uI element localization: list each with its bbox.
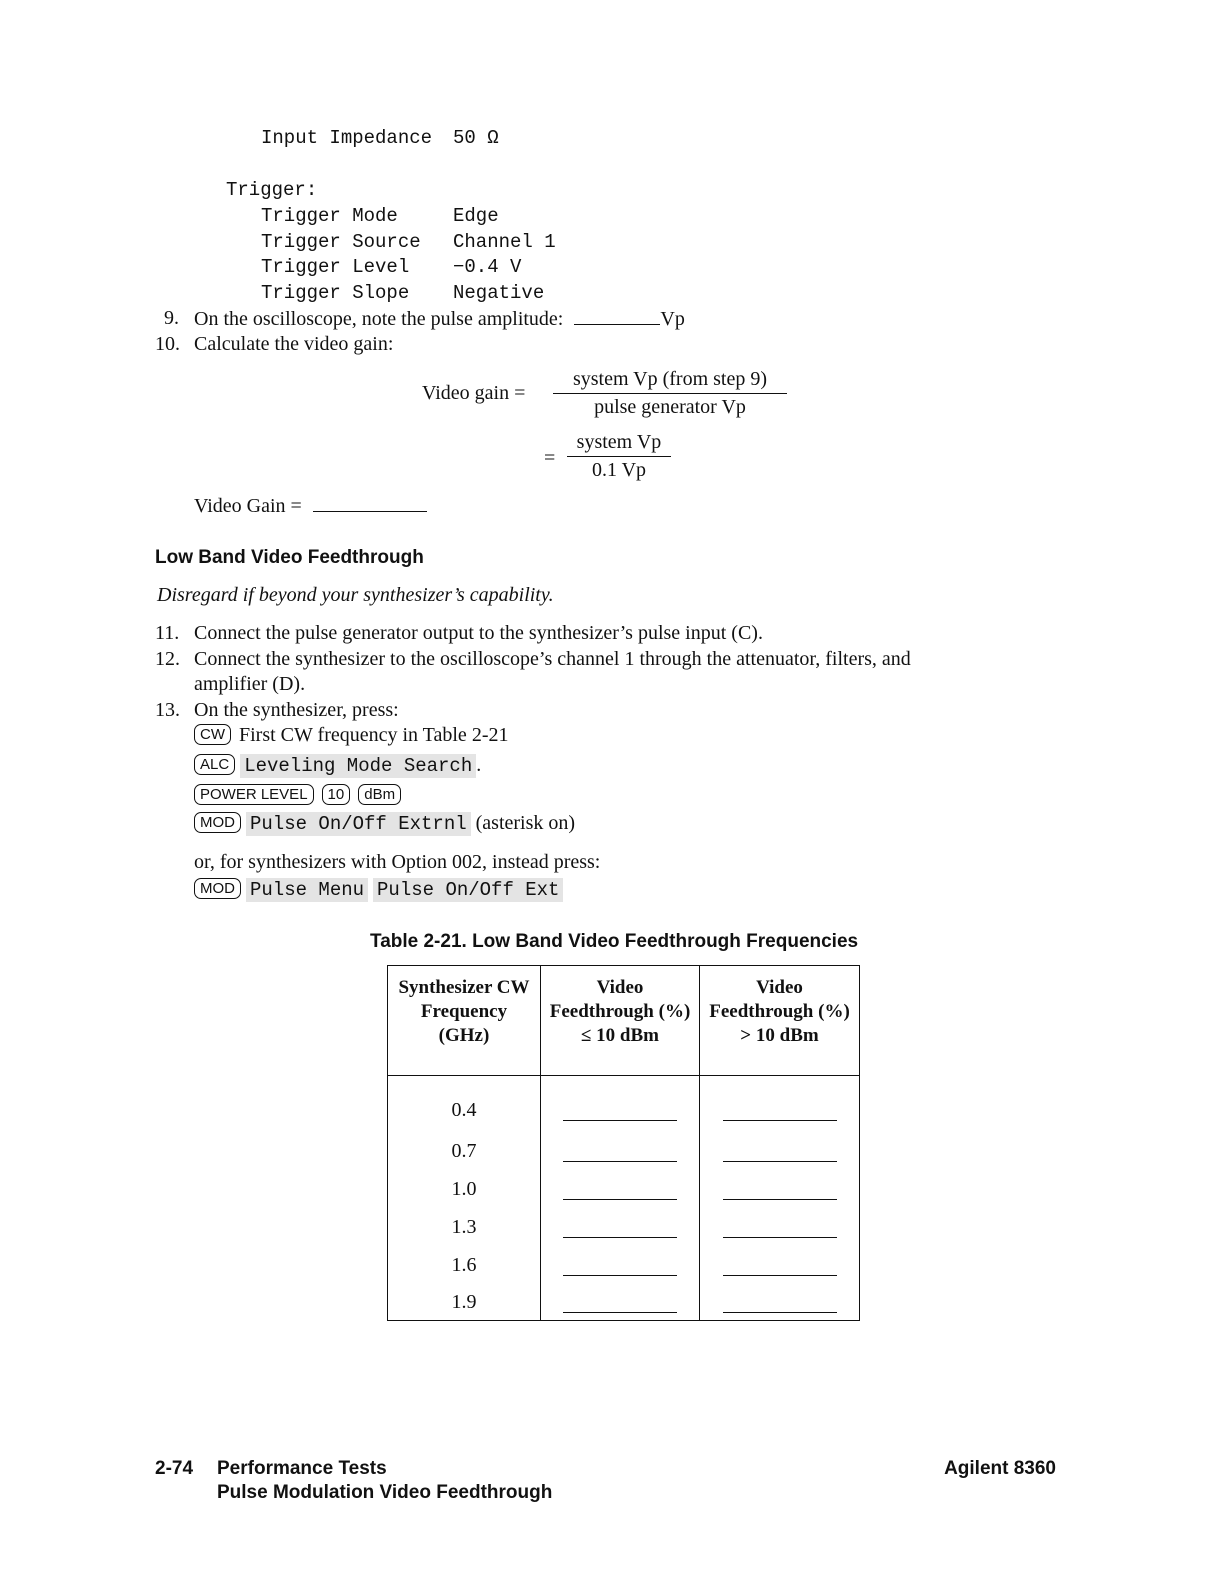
mod-key[interactable]: MOD <box>194 812 241 833</box>
step-13-text: On the synthesizer, press: <box>194 699 399 721</box>
table-row <box>388 1208 860 1246</box>
input-impedance-value: 50 Ω <box>453 127 499 149</box>
feedthrough-blank <box>563 1094 677 1121</box>
header-frequency <box>388 966 541 1076</box>
feedthrough-high-cell <box>700 1246 860 1284</box>
amplitude-blank <box>574 307 660 325</box>
header-frequency-line-3: (GHz) <box>438 1025 490 1046</box>
table-row <box>388 1132 860 1170</box>
feedthrough-blank <box>723 1286 837 1313</box>
feedthrough-low-cell <box>541 1170 700 1208</box>
header-feedthrough-high <box>700 966 860 1076</box>
table-row <box>388 1284 860 1321</box>
header-feedthrough-high-line-2: Feedthrough (%) <box>709 1001 850 1022</box>
frequency-cell: 1.3 <box>388 1208 541 1246</box>
section-heading: Low Band Video Feedthrough <box>155 547 424 568</box>
trigger-level-value: −0.4 V <box>453 256 522 278</box>
footer-page-number: 2-74 <box>155 1458 194 1479</box>
video-gain-result <box>194 494 427 518</box>
table-row <box>388 1170 860 1208</box>
keyseq-power <box>194 784 404 807</box>
feedthrough-high-cell <box>700 1170 860 1208</box>
header-feedthrough-high-line-3: > 10 dBm <box>740 1025 819 1046</box>
dbm-key[interactable]: dBm <box>358 784 401 805</box>
frequency-cell: 1.6 <box>388 1246 541 1284</box>
fraction-bar-2 <box>567 456 671 457</box>
video-gain-label: Video Gain = <box>194 495 302 517</box>
feedthrough-blank <box>563 1173 677 1200</box>
feedthrough-blank <box>723 1249 837 1276</box>
formula-numerator-2: system Vp <box>576 431 662 453</box>
keyseq-alc <box>194 754 481 778</box>
formula-equals-2: = <box>544 447 556 469</box>
table-header-row <box>388 966 860 1076</box>
feedthrough-blank <box>723 1211 837 1238</box>
feedthrough-blank <box>723 1094 837 1121</box>
feedthrough-low-cell <box>541 1208 700 1246</box>
header-feedthrough-low-line-1: Video <box>596 977 644 998</box>
header-feedthrough-low-line-3: ≤ 10 dBm <box>581 1025 659 1046</box>
formula-fraction-2 <box>567 431 671 482</box>
pulse-on-off-extrnl-softkey[interactable]: Pulse On/Off Extrnl <box>246 812 471 836</box>
trigger-slope-value: Negative <box>453 282 545 304</box>
video-gain-blank <box>313 494 427 512</box>
trigger-slope-label: Trigger Slope <box>261 282 410 304</box>
feedthrough-blank <box>563 1249 677 1276</box>
step-9-text: On the oscilloscope, note the pulse amplitude: <box>194 308 564 330</box>
trigger-heading: Trigger: <box>226 179 318 201</box>
header-frequency-line-1: Synthesizer CW <box>398 977 530 998</box>
table-caption: Table 2-21. Low Band Video Feedthrough Frequencies <box>370 931 859 952</box>
step-9-number: 9. <box>164 307 179 329</box>
alc-key[interactable]: ALC <box>194 754 235 775</box>
fraction-bar-1 <box>553 393 787 394</box>
header-feedthrough-low-line-2: Feedthrough (%) <box>549 1001 691 1022</box>
pulse-on-off-ext-softkey[interactable]: Pulse On/Off Ext <box>373 878 563 902</box>
frequency-cell: 1.9 <box>388 1284 541 1321</box>
feedthrough-high-cell <box>700 1284 860 1321</box>
trigger-mode-value: Edge <box>453 205 499 227</box>
keyseq-mod-option <box>194 878 563 902</box>
step-9-suffix: Vp <box>660 308 685 330</box>
table-row <box>388 1076 860 1133</box>
mod-key-text: (asterisk on) <box>475 812 576 834</box>
step-10-number: 10. <box>155 333 180 355</box>
feedthrough-table <box>387 965 860 1321</box>
feedthrough-blank <box>563 1286 677 1313</box>
step-11-text: Connect the pulse generator output to the synthesizer’s pulse input (C). <box>194 622 763 644</box>
power-level-key[interactable]: POWER LEVEL <box>194 784 314 805</box>
header-feedthrough-high-line-1: Video <box>756 977 803 998</box>
feedthrough-blank <box>563 1211 677 1238</box>
step-10-text: Calculate the video gain: <box>194 333 394 355</box>
feedthrough-blank <box>723 1135 837 1162</box>
formula-lhs: Video gain = <box>422 382 526 404</box>
formula-denominator-1: pulse generator Vp <box>594 396 746 418</box>
step-11-number: 11. <box>155 622 180 644</box>
ten-key[interactable]: 10 <box>322 784 351 805</box>
feedthrough-high-cell <box>700 1208 860 1246</box>
step-13-number: 13. <box>155 699 180 721</box>
trigger-source-label: Trigger Source <box>261 231 421 253</box>
frequency-cell: 0.4 <box>388 1076 541 1133</box>
formula-denominator-2: 0.1 Vp <box>591 459 647 481</box>
cw-key-text: First CW frequency in Table 2-21 <box>239 724 509 746</box>
mod-key-option[interactable]: MOD <box>194 878 241 899</box>
trigger-level-label: Trigger Level <box>261 256 410 278</box>
option-002-text: or, for synthesizers with Option 002, instead press: <box>194 851 601 873</box>
alc-period: . <box>476 754 482 776</box>
section-note: Disregard if beyond your synthesizer’s capability. <box>157 584 554 606</box>
feedthrough-high-cell <box>700 1076 860 1133</box>
leveling-mode-search-softkey[interactable]: Leveling Mode Search <box>240 754 476 778</box>
step-12-number: 12. <box>155 648 180 670</box>
feedthrough-low-cell <box>541 1246 700 1284</box>
step-9 <box>194 307 685 331</box>
frequency-cell: 1.0 <box>388 1170 541 1208</box>
header-feedthrough-low <box>541 966 700 1076</box>
feedthrough-blank <box>563 1135 677 1162</box>
frequency-cell: 0.7 <box>388 1132 541 1170</box>
footer-subsection: Pulse Modulation Video Feedthrough <box>217 1482 553 1503</box>
trigger-source-value: Channel 1 <box>453 231 556 253</box>
footer-chapter: Performance Tests <box>217 1458 387 1479</box>
table-row <box>388 1246 860 1284</box>
step-12-text-cont: amplifier (D). <box>194 673 306 695</box>
input-impedance-label: Input Impedance <box>261 127 433 149</box>
feedthrough-low-cell <box>541 1132 700 1170</box>
step-12-text: Connect the synthesizer to the oscilloscope’s channel 1 through the attenuator, filters, and <box>194 648 911 670</box>
formula-numerator-1: system Vp (from step 9) <box>572 368 768 390</box>
feedthrough-high-cell <box>700 1132 860 1170</box>
pulse-menu-softkey[interactable]: Pulse Menu <box>246 878 368 902</box>
feedthrough-blank <box>723 1173 837 1200</box>
header-frequency-line-2: Frequency <box>420 1001 508 1022</box>
feedthrough-low-cell <box>541 1076 700 1133</box>
trigger-mode-label: Trigger Mode <box>261 205 398 227</box>
cw-key[interactable]: CW <box>194 724 231 745</box>
formula-fraction-1 <box>553 368 787 419</box>
keyseq-cw <box>194 724 508 747</box>
footer-product: Agilent 8360 <box>944 1458 1056 1479</box>
keyseq-mod <box>194 812 575 836</box>
feedthrough-low-cell <box>541 1284 700 1321</box>
